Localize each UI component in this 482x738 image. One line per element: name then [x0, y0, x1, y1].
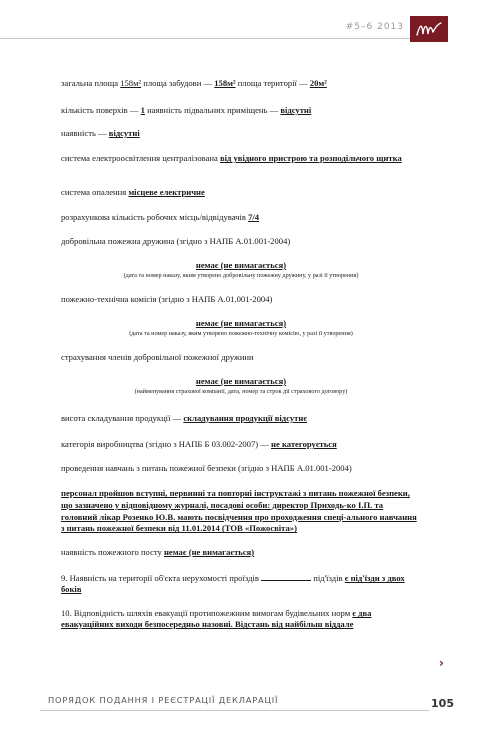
production-category-line: категорія виробництва (згідно з НАПБ Б 03.002-2007) — не категорується [61, 439, 337, 449]
logo-mark-icon [415, 20, 443, 38]
lighting-line: система електроосвітлення централізована від увідного пристрою та розподільчого щитка [61, 153, 402, 163]
heating-line: система опалення місцеве електричне [61, 187, 205, 197]
storage-height-line: висота складування продукції — складування продукції відсутнє [61, 413, 308, 423]
fire-commission-line: пожежно-технічна комісія (згідно з НАПБ А.01.001-2004) [61, 294, 273, 304]
page-number: 105 [431, 697, 454, 710]
fire-brigade-value: немає (не вимагається) [195, 260, 287, 270]
insurance-note: (найменування страхової компанії, дата, номер та строк дії страхового договору) [134, 388, 348, 395]
area-line: загальна площа 158м² площа забудови — 158м² площа території — 20м² [61, 78, 327, 88]
fire-brigade-note: (дата та номер наказу, яким утворено добровільну пожежну дружину, у разі її утворення) [123, 272, 359, 279]
footer-rule [40, 710, 430, 711]
blank-field [261, 572, 311, 581]
floors-line: кількість поверхів — 1 наявність підвальних приміщень — відсутні [61, 105, 312, 115]
next-page-arrow-icon[interactable]: › [439, 656, 444, 670]
availability-line: наявність — відсутні [61, 128, 140, 138]
fire-brigade-line: добровільна пожежна дружина (згідно з НАПБ А.01.001-2004) [61, 236, 291, 246]
insurance-line: страхування членів добровільної пожежної дружини [61, 352, 254, 362]
header-rule [0, 38, 420, 39]
insurance-value: немає (не вимагається) [195, 376, 287, 386]
evacuation-line: 10. Відповідність шляхів евакуації протипожежним вимогам будівельних норм є два евакуаційних виходи безпосередньо назовні. Відстань від найбільш віддале [61, 608, 372, 629]
training-details: персонал пройшов вступні, первинні та повторні інструктажі з питань пожежної безпеки, що зазначено у відповідному журналі, посадові особи: директор Приходь-ко І.П. та головний лікар Розенко Ю.В. мають посвідчення про проходження спеці-ального навчання з питань пожежної безпеки від 11.01.2014 (ТОВ «Пожосвіта») [61, 488, 417, 534]
magazine-logo [410, 16, 448, 42]
workplaces-line: розрахункова кількість робочих місць/відвідувачів 7/4 [61, 212, 260, 222]
fire-post-line: наявність пожежного посту немає (не вимагається) [61, 547, 255, 557]
issue-number: #5–6 2013 [345, 22, 404, 32]
training-line: проведення навчань з питань пожежної безпеки (згідно з НАПБ А.01.001-2004) [61, 463, 352, 473]
fire-commission-note: (дата та номер наказу, яким утворено пожежно-технічну комісію, у разі її утворення) [129, 330, 353, 337]
access-roads-line: 9. Наявність на території об'єкта нерухомості проїздів під'їздів є під'їзди з двох боків [61, 573, 405, 594]
footer-section-title: ПОРЯДОК ПОДАННЯ І РЕЄСТРАЦІЇ ДЕКЛАРАЦІЇ [48, 695, 279, 705]
fire-commission-value: немає (не вимагається) [195, 318, 287, 328]
